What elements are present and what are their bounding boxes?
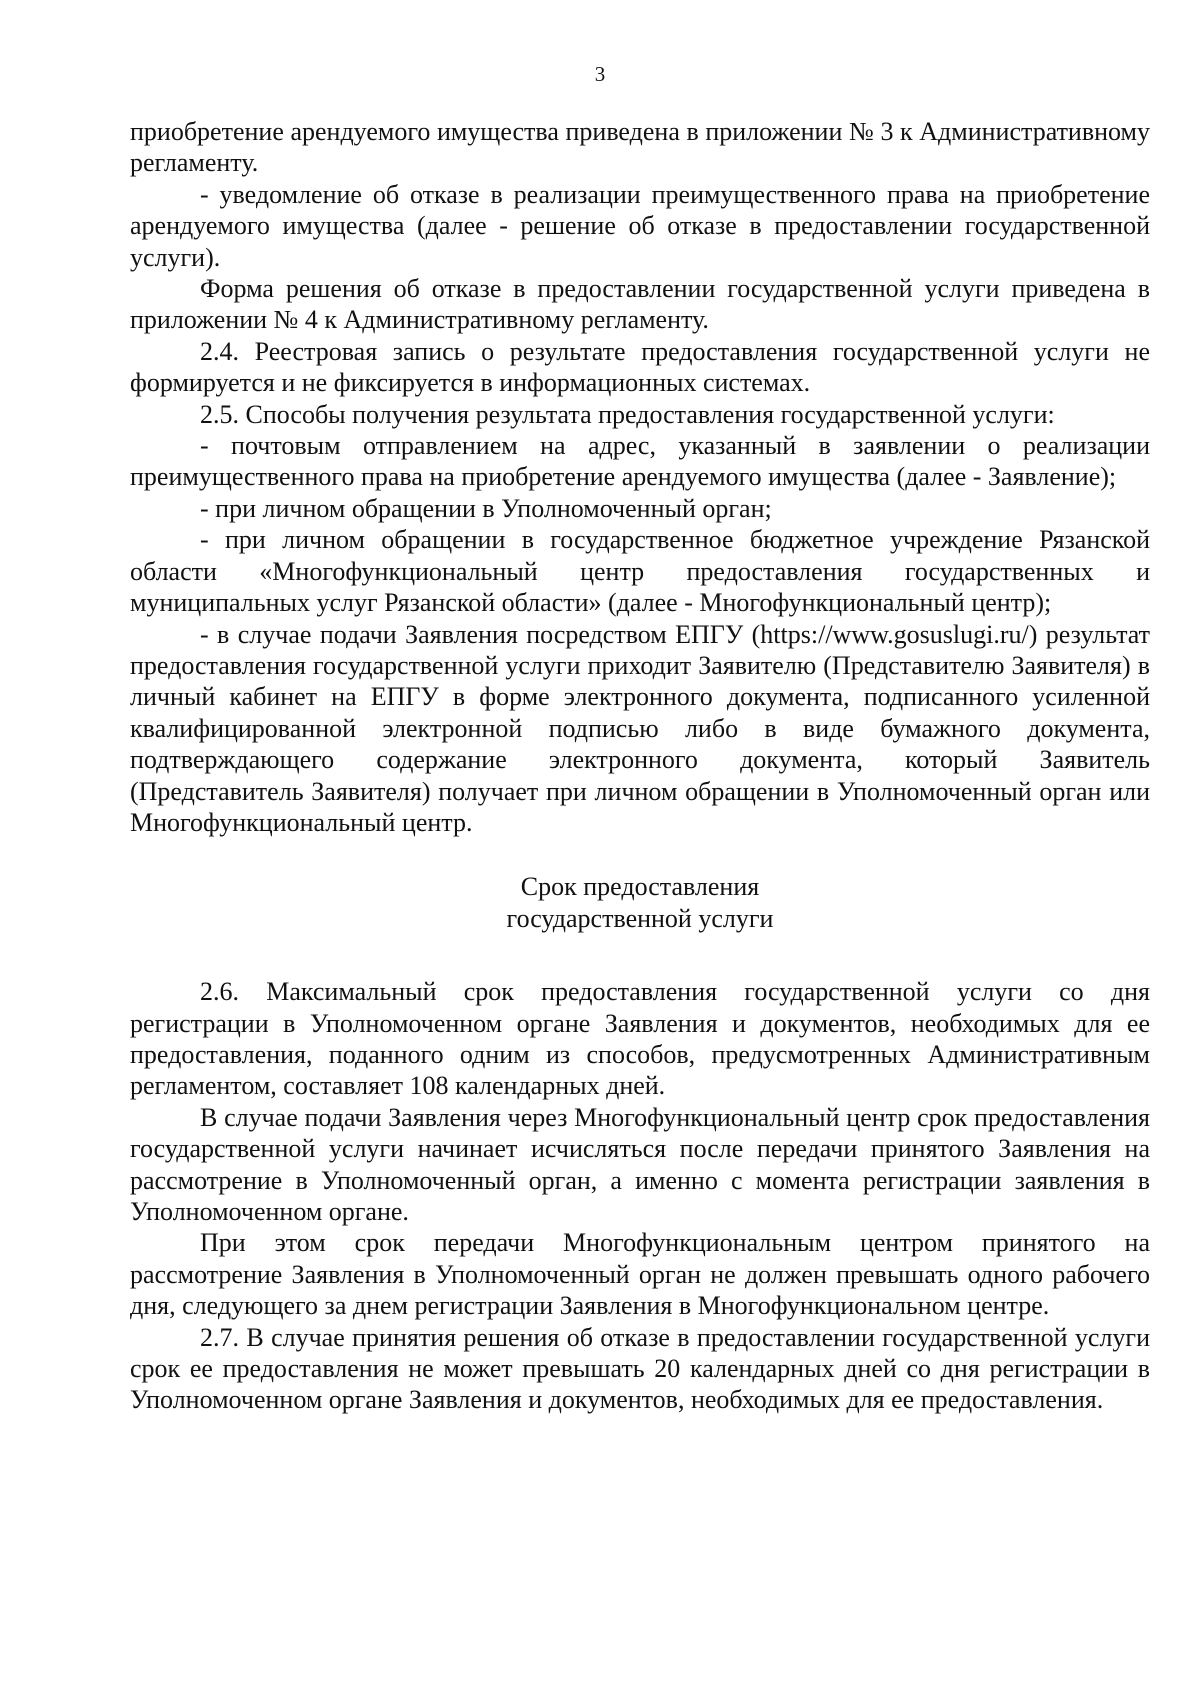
- section-heading-line-2: государственной услуги: [506, 903, 774, 933]
- paragraph: - в случае подачи Заявления посредством ЕПГУ (https://www.gosuslugi.ru/) результат предоставления государственной услуги приходит Заявителю (Представителю Заявителя) в личный кабинет на ЕПГУ в форме электронного документа, подписанного усиленной квалифицированной электронной подписью либо в виде бумажного документа, подтверждающего содержание электронного документа, который Заявитель (Представитель Заявителя) получает при личном обращении в Уполномоченный орган или Многофункциональный центр.: [130, 619, 1150, 837]
- paragraph: - почтовым отправлением на адрес, указанный в заявлении о реализации преимущественного права на приобретение арендуемого имущества (далее - Заявление);: [130, 431, 1150, 492]
- section-heading: [130, 871, 1150, 934]
- paragraph: 2.6. Максимальный срок предоставления государственной услуги со дня регистрации в Уполномоченном органе Заявления и документов, необходимых для ее предоставления, поданного одним из способов, предусмотренных Административным регламентом, составляет 108 календарных дней.: [130, 977, 1150, 1101]
- paragraph: - при личном обращении в Уполномоченный орган;: [200, 493, 772, 523]
- paragraph: 2.5. Способы получения результата предоставления государственной услуги:: [200, 399, 1055, 429]
- document-body: [130, 116, 1150, 1416]
- paragraph: 2.7. В случае принятия решения об отказе в предоставлении государственной услуги срок ее предоставления не может превышать 20 календарных дней со дня регистрации в Уполномоченном органе Заявления и документов, необходимых для ее предоставления.: [130, 1322, 1150, 1415]
- paragraphs-before-heading: [130, 116, 1150, 838]
- paragraph: - уведомление об отказе в реализации преимущественного права на приобретение арендуемого имущества (далее - решение об отказе в предоставлении государственной услуги).: [130, 179, 1150, 272]
- paragraph: В случае подачи Заявления через Многофункциональный центр срок предоставления государственной услуги начинает исчисляться после передачи принятого Заявления на рассмотрение в Уполномоченный орган, а именно с момента регистрации заявления в Уполномоченном органе.: [130, 1102, 1150, 1226]
- paragraph: При этом срок передачи Многофункциональным центром принятого на рассмотрение Заявления в Уполномоченный орган не должен превышать одного рабочего дня, следующего за днем регистрации Заявления в Многофункциональном центре.: [130, 1228, 1150, 1321]
- paragraph: приобретение арендуемого имущества приведена в приложении № 3 к Административному регламенту.: [130, 117, 1150, 178]
- paragraph: 2.4. Реестровая запись о результате предоставления государственной услуги не формируется и не фиксируется в информационных системах.: [130, 336, 1150, 398]
- paragraphs-after-heading: [130, 976, 1150, 1416]
- section-heading-line-1: Срок предоставления: [520, 872, 760, 902]
- paragraph: Форма решения об отказе в предоставлении государственной услуги приведена в приложении № 4 к Административному регламенту.: [130, 274, 1150, 335]
- page-number: 3: [594, 62, 606, 86]
- paragraph: - при личном обращении в государственное бюджетное учреждение Рязанской области «Многофункциональный центр предоставления государственных и муниципальных услуг Рязанской области» (далее - Многофункциональный центр);: [130, 525, 1150, 618]
